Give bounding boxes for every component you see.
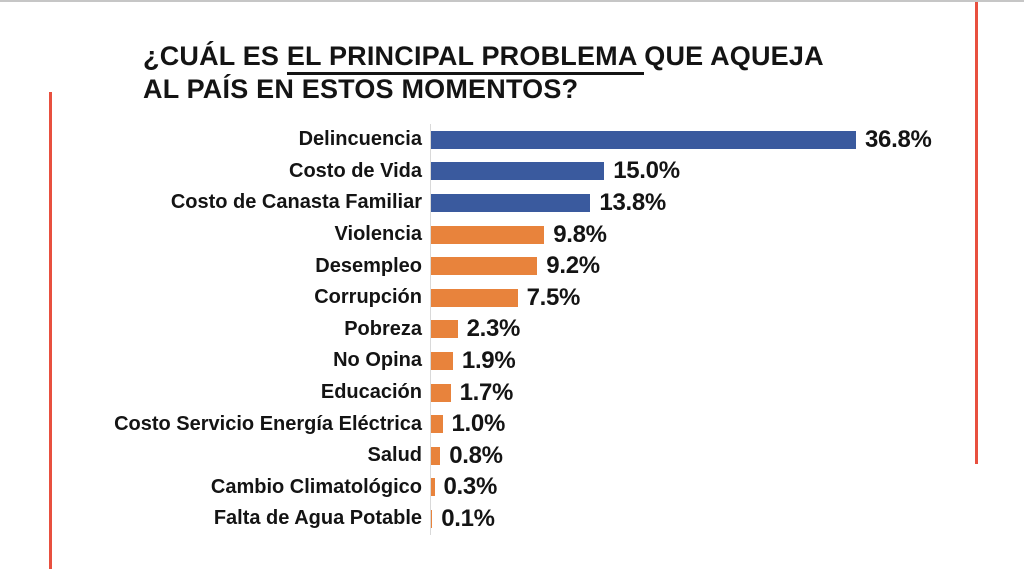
- bar-row: [95, 408, 955, 440]
- title-suffix: QUE AQUEJA AL PAÍS EN ESTOS MOMENTOS?: [143, 41, 823, 105]
- category-label: Costo de Vida: [289, 159, 422, 182]
- value-label: 1.7%: [459, 378, 514, 406]
- bar-row: [95, 472, 955, 504]
- bar-track: [430, 472, 955, 504]
- category-label: Falta de Agua Potable: [213, 507, 422, 530]
- category-label: Costo Servicio Energía Eléctrica: [114, 412, 422, 435]
- bar: [431, 352, 453, 370]
- value-label: 2.3%: [466, 315, 521, 343]
- category-label: Salud: [367, 444, 422, 467]
- value-label: 7.5%: [526, 283, 581, 311]
- bar-row: [95, 156, 955, 188]
- bar: [431, 384, 451, 402]
- bar-track: [430, 503, 955, 535]
- bar: [431, 415, 443, 433]
- bar-track: [430, 282, 955, 314]
- bar-row: [95, 282, 955, 314]
- bar-row: [95, 314, 955, 346]
- bar-row: [95, 124, 955, 156]
- bar-row: [95, 250, 955, 282]
- value-label: 9.2%: [546, 252, 600, 280]
- bar: [431, 194, 590, 212]
- bar: [431, 162, 604, 180]
- bar-track: [430, 187, 955, 219]
- category-label: Pobreza: [344, 317, 422, 340]
- bar-track: [430, 250, 955, 282]
- bar-track: [430, 156, 955, 188]
- bar: [431, 289, 518, 307]
- bar-track: [430, 408, 955, 440]
- category-label: Cambio Climatológico: [210, 475, 422, 498]
- bar: [431, 257, 537, 275]
- bar: [431, 478, 435, 496]
- red-accent-line-right: [975, 2, 978, 464]
- value-label: 0.3%: [443, 473, 498, 501]
- bar-row: [95, 377, 955, 409]
- chart-title: [143, 40, 848, 106]
- slide-top-border: [0, 0, 1024, 2]
- bar-track: [430, 314, 955, 346]
- bar-row: [95, 345, 955, 377]
- value-label: 36.8%: [865, 125, 932, 153]
- value-label: 13.8%: [599, 188, 666, 216]
- bar-row: [95, 187, 955, 219]
- category-label: Educación: [320, 381, 422, 404]
- category-label: Costo de Canasta Familiar: [170, 191, 422, 214]
- bar-chart: [95, 124, 955, 535]
- category-label: No Opina: [333, 349, 422, 372]
- title-prefix: ¿CUÁL ES: [143, 41, 287, 71]
- value-label: 15.0%: [613, 157, 680, 185]
- value-label: 1.9%: [461, 346, 516, 374]
- value-label: 9.8%: [553, 220, 607, 248]
- value-label: 1.0%: [451, 410, 506, 438]
- bar-track: [430, 440, 955, 472]
- bar-track: [430, 377, 955, 409]
- value-label: 0.8%: [449, 441, 503, 469]
- bar-track: [430, 124, 955, 156]
- bar: [431, 510, 432, 528]
- bar: [431, 320, 458, 338]
- bar-row: [95, 219, 955, 251]
- category-label: Corrupción: [314, 286, 422, 309]
- category-label: Violencia: [334, 223, 422, 246]
- red-accent-line-left: [49, 92, 52, 569]
- bar-track: [430, 345, 955, 377]
- bar: [431, 447, 440, 465]
- bar-row: [95, 440, 955, 472]
- category-label: Delincuencia: [298, 128, 422, 151]
- category-label: Desempleo: [315, 254, 422, 277]
- value-label: 0.1%: [441, 504, 495, 532]
- bar: [431, 226, 544, 244]
- bar-row: [95, 503, 955, 535]
- bar: [431, 131, 856, 149]
- bar-track: [430, 219, 955, 251]
- title-underlined-phrase: EL PRINCIPAL PROBLEMA: [287, 41, 644, 75]
